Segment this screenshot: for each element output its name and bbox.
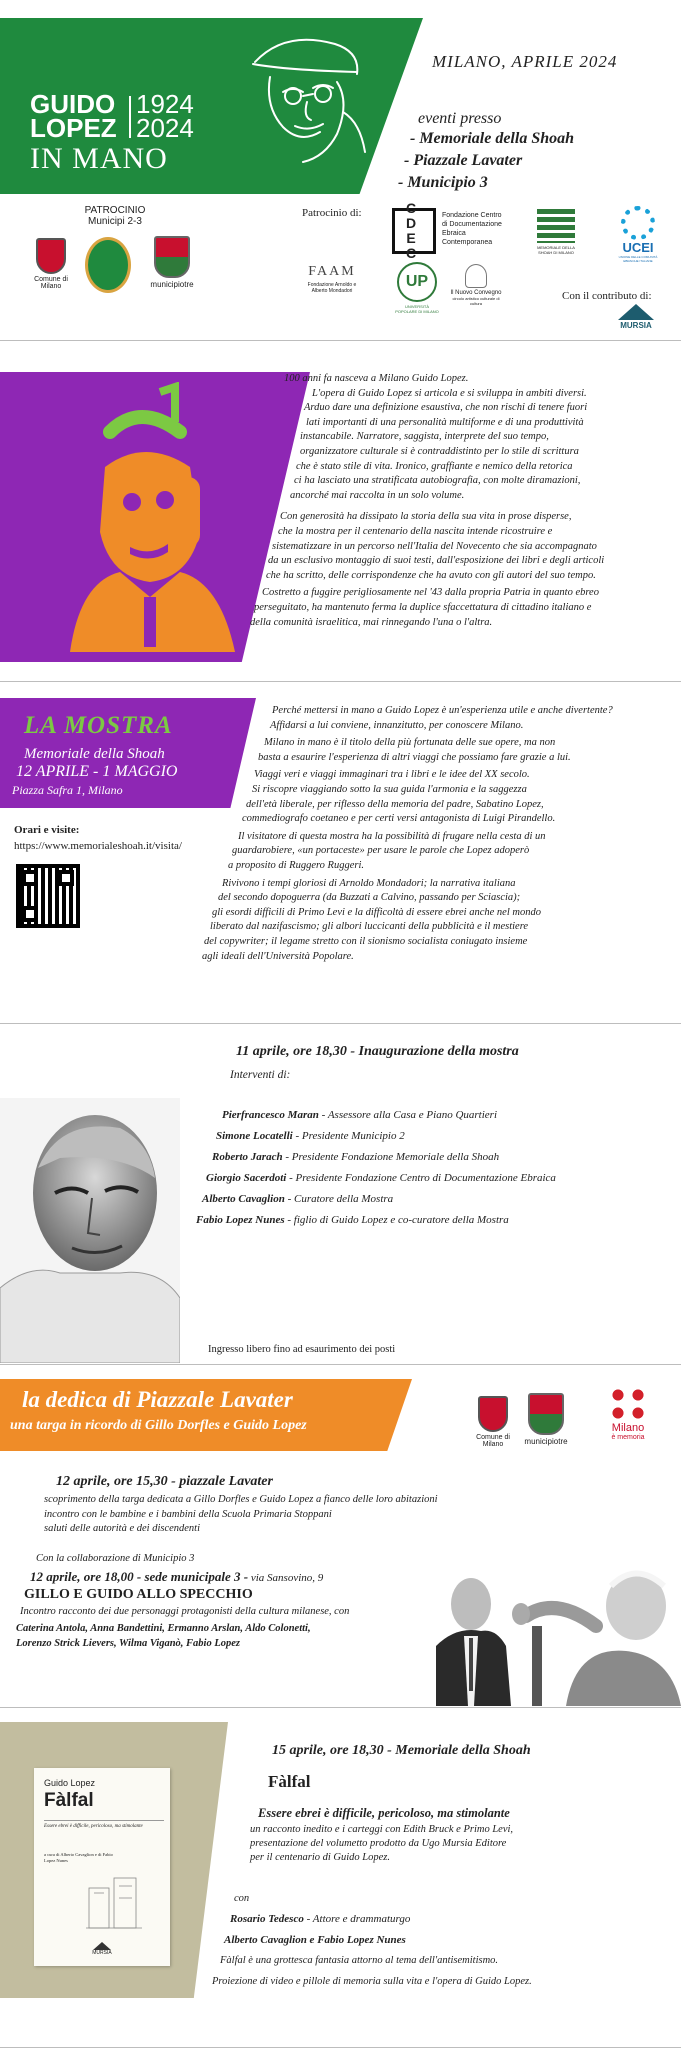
lopez-bw-photo bbox=[0, 1098, 180, 1363]
book-publisher-logo: MURSIA bbox=[86, 1942, 118, 1956]
mostra-dates: 12 APRILE - 1 MAGGIO bbox=[16, 763, 178, 780]
mostra-line: gli esordi difficili di Primo Levi e la difficoltà di essere ebrei anche nel mondo bbox=[212, 906, 541, 918]
patrocinio-label: PATROCINIO bbox=[84, 205, 146, 216]
mursia-mountain-icon bbox=[618, 304, 654, 320]
dorfles-lopez-bw-photo bbox=[436, 1556, 681, 1706]
orari-label: Orari e visite: bbox=[14, 824, 80, 836]
lopez-portrait-line-drawing bbox=[225, 22, 375, 172]
event-location-1: - Memoriale della Shoah bbox=[410, 130, 575, 147]
speaker-name: Roberto Jarach bbox=[212, 1151, 283, 1163]
municipio-tre-logo: municipiotre bbox=[146, 236, 198, 289]
municipio-2-seal-icon bbox=[85, 237, 131, 293]
intro-line: ancorché mai raccolta in un solo volume. bbox=[290, 489, 465, 501]
speaker-role: - Presidente Fondazione Memoriale della Shoah bbox=[282, 1151, 500, 1163]
falfal-guest-row bbox=[224, 1934, 406, 1946]
memoriale-shoah-logo: MEMORIALE DELLA SHOAH DI MILANO bbox=[536, 208, 576, 256]
book-subtitle: Essere ebrei è difficile, pericoloso, ma stimolante bbox=[44, 1820, 164, 1829]
universita-popolare-logo: UP UNIVERSITÀ POPOLARE DI MILANO bbox=[394, 262, 440, 314]
comune-crest-icon bbox=[36, 238, 66, 274]
event-location-2: - Piazzale Lavater bbox=[404, 152, 523, 169]
intro-line: della comunità israelitica, mai rinnegando l'una o l'altra. bbox=[250, 616, 493, 628]
book-curators: a cura di Alberto Cavaglion e di Fabio Lopez Nunes bbox=[44, 1852, 113, 1863]
qr-code[interactable] bbox=[16, 864, 80, 928]
speaker-row bbox=[222, 1109, 497, 1121]
speaker-role: - Curatore della Mostra bbox=[284, 1193, 394, 1205]
memoriale-logo-icon bbox=[537, 209, 575, 243]
intro-line: Con generosità ha dissipato la storia della sua vita in prose disperse, bbox=[280, 511, 572, 523]
mostra-line: dell'età liberale, per riflesso della memoria del padre, Sabatino Lopez, bbox=[246, 798, 544, 810]
speaker-name: Pierfrancesco Maran bbox=[222, 1109, 319, 1121]
comune-milano-logo: Comune di Milano bbox=[28, 238, 74, 290]
lavater-event1-title: 12 aprile, ore 15,30 - piazzale Lavater bbox=[56, 1474, 273, 1489]
lavater-event2-intro: Incontro racconto dei due personaggi protagonisti della cultura milanese, con bbox=[20, 1606, 350, 1617]
lavater-event1-line: saluti delle autorità e dei discendenti bbox=[44, 1523, 201, 1534]
mostra-line: Il visitatore di questa mostra ha la possibilità di frugare nella cesta di un bbox=[238, 830, 546, 842]
intro-line: perseguitato, ha mantenuto ferma la duplice sfaccettatura di cittadino italiano e bbox=[254, 601, 592, 613]
book-title: Fàlfal bbox=[44, 1790, 94, 1811]
speaker-name: Giorgio Sacerdoti bbox=[206, 1172, 287, 1184]
ucei-ring-icon bbox=[621, 206, 655, 240]
falfal-guest-row bbox=[230, 1913, 410, 1925]
intro-line: instancabile. Narratore, saggista, interprete del suo tempo, bbox=[300, 431, 549, 443]
mostra-place: Memoriale della Shoah bbox=[24, 746, 165, 762]
inaugurazione-title: 11 aprile, ore 18,30 - Inaugurazione della mostra bbox=[236, 1044, 519, 1059]
falfal-name: Fàlfal bbox=[268, 1772, 311, 1791]
cdec-logo: CDEC bbox=[392, 208, 436, 254]
lavater-event1-line: incontro con le bambine e i bambini della Scuola Primaria Stoppani bbox=[44, 1508, 332, 1520]
mursia-mountain-icon bbox=[93, 1942, 111, 1950]
ucei-logo: UCEI UNIONE DELLE COMUNITÀ EBRAICHE ITALIANE bbox=[614, 206, 662, 263]
intro-line: lati importanti di una personalità multiforme e di una produttività bbox=[306, 416, 584, 428]
falfal-book-cover bbox=[34, 1768, 170, 1966]
mostra-line: agli ideali dell'Università Popolare. bbox=[202, 950, 354, 962]
intro-line: ci ha lasciato una stratificata autobiografia, con molte diramazioni, bbox=[294, 475, 581, 487]
mostra-title: LA MOSTRA bbox=[24, 712, 173, 739]
intro-line bbox=[250, 503, 670, 510]
intro-line: da un esclusivo montaggio di suoi testi, dall'esposizione dei libri e degli articoli bbox=[268, 555, 605, 567]
falfal-guest-role: - Attore e drammaturgo bbox=[303, 1913, 411, 1925]
speaker-row bbox=[206, 1172, 556, 1184]
comune-crest-icon bbox=[478, 1396, 508, 1432]
falfal-desc-line: un racconto inedito e i carteggi con Edith Bruck e Primo Levi, bbox=[250, 1824, 514, 1835]
intro-line: sistematizzare in un percorso nell'Italia del Novecento che sia accompagnato bbox=[272, 540, 597, 552]
lavater-event2-subtitle: GILLO E GUIDO ALLO SPECCHIO bbox=[24, 1587, 253, 1602]
event-location-3: - Municipio 3 bbox=[398, 174, 488, 191]
intro-line: 100 anni fa nasceva a Milano Guido Lopez. bbox=[284, 373, 469, 384]
intro-line: Arduo dare una definizione esaustiva, che non rischi di tenere fuori bbox=[304, 402, 588, 414]
lopez-portrait-orange-icon bbox=[50, 382, 240, 652]
milano-memoria-flower-icon bbox=[608, 1386, 648, 1422]
book-author: Guido Lopez bbox=[44, 1778, 96, 1788]
speaker-role: - Presidente Fondazione Centro di Documentazione Ebraica bbox=[286, 1172, 556, 1184]
falfal-con-label: con bbox=[234, 1893, 250, 1904]
mostra-line: guardarobiere, «un portaceste» per usare le parole che Lopez adoperò bbox=[232, 845, 530, 857]
speaker-role: - figlio di Guido Lopez e co-curatore della Mostra bbox=[284, 1214, 509, 1226]
lavater-event2-names-line: Lorenzo Strick Lievers, Wilma Viganò, Fabio Lopez bbox=[16, 1638, 241, 1649]
patrocinio-di-label: Patrocinio di: bbox=[302, 207, 362, 219]
lavater-municipio-tre-logo: municipiotre bbox=[518, 1393, 574, 1446]
municipio-tre-crest-icon bbox=[528, 1393, 564, 1435]
speaker-role: - Presidente Municipio 2 bbox=[292, 1130, 405, 1142]
cdec-name: Fondazione Centro di Documentazione Ebraica Contemporanea bbox=[442, 212, 502, 246]
mostra-line: del secondo dopoguerra (da Buzzati a Calvino, passando per Sciascia); bbox=[218, 892, 521, 904]
lavater-title: la dedica di Piazzale Lavater bbox=[22, 1387, 293, 1412]
lavater-comune-logo: Comune di Milano bbox=[470, 1396, 516, 1448]
book-illustration bbox=[84, 1868, 144, 1938]
title-guido: GUIDO bbox=[30, 89, 116, 119]
intro-line: Costretto a fuggire perigliosamente nel '43 dalla propria Patria in quanto ebreo bbox=[262, 587, 599, 599]
city-date: MILANO, APRILE 2024 bbox=[432, 52, 618, 71]
mostra-line: Affidarsi a lui conviene, innanzitutto, per conoscere Milano. bbox=[270, 719, 524, 731]
patrocinio-municipi: Municipi 2-3 bbox=[88, 216, 142, 227]
lavater-subtitle: una targa in ricordo di Gillo Dorfles e Guido Lopez bbox=[10, 1418, 307, 1433]
lavater-event2-address: via Sansovino, 9 bbox=[248, 1572, 324, 1584]
lavater-event2-heading bbox=[30, 1569, 323, 1585]
lavater-event1-desc bbox=[44, 1493, 438, 1537]
interventi-label: Interventi di: bbox=[230, 1069, 291, 1081]
falfal-desc-line: per il centenario di Guido Lopez. bbox=[250, 1852, 390, 1863]
nuovo-convegno-logo: Il Nuovo Convegno circolo artistico culturale di cultura bbox=[448, 264, 504, 306]
title-lopez: LOPEZ bbox=[30, 113, 117, 143]
speaker-role: - Assessore alla Casa e Piano Quartieri bbox=[318, 1109, 497, 1121]
mostra-text bbox=[190, 704, 670, 964]
mostra-line: commediografo coetaneo e per certi versi antagonista di Luigi Pirandello. bbox=[242, 813, 556, 825]
title-divider bbox=[129, 96, 131, 138]
collaborazione-note: Con la collaborazione di Municipio 3 bbox=[36, 1553, 195, 1564]
falfal-subtitle: Essere ebrei è difficile, pericoloso, ma stimolante bbox=[258, 1806, 510, 1820]
year-birth: 1924 bbox=[136, 89, 194, 119]
year-centenary: 2024 bbox=[136, 113, 194, 143]
falfal-guest-name: Alberto Cavaglion e Fabio Lopez Nunes bbox=[224, 1934, 406, 1946]
mostra-line: basta a esaurire l'esperienza di altri viaggi che possiamo fare grazie a lui. bbox=[258, 751, 571, 763]
intro-line: che è stato stile di vita. Ironico, graffiante e nemico della retorica bbox=[296, 460, 573, 472]
mostra-address: Piazza Safra 1, Milano bbox=[12, 783, 123, 797]
mostra-line: Si riscopre viaggiando sotto la sua guida l'armonia e la saggezza bbox=[252, 783, 527, 795]
mostra-line: Milano in mano è il titolo della più fortunata delle sue opere, ma non bbox=[264, 737, 556, 749]
falfal-video-line: Proiezione di video e pillole di memoria sulla vita e l'opera di Guido Lopez. bbox=[212, 1976, 532, 1987]
falfal-title: 15 aprile, ore 18,30 - Memoriale della Shoah bbox=[272, 1743, 531, 1758]
title-in-mano: IN MANO bbox=[30, 142, 168, 175]
intro-line: L'opera di Guido Lopez si articola e si sviluppa in ambiti diversi. bbox=[312, 387, 587, 399]
mostra-line: Rivivono i tempi gloriosi di Arnoldo Mondadori; la narrativa italiana bbox=[222, 877, 516, 889]
speaker-row bbox=[216, 1130, 405, 1142]
speaker-name: Simone Locatelli bbox=[216, 1130, 293, 1142]
intro-line: che ha scritto, delle corrispondenze che ha avuto con gli autori del suo tempo. bbox=[266, 569, 596, 581]
lavater-event2-names bbox=[16, 1621, 311, 1651]
speaker-name: Fabio Lopez Nunes bbox=[196, 1214, 285, 1226]
mostra-line: Viaggi veri e viaggi immaginari tra i libri e le idee del XX secolo. bbox=[254, 769, 530, 781]
nuovo-convegno-figure-icon bbox=[465, 264, 487, 288]
faam-logo: FAAM Fondazione Arnoldo e Alberto Mondadori bbox=[307, 264, 357, 294]
speaker-row bbox=[202, 1193, 393, 1205]
milano-memoria-logo: Milano è memoria bbox=[598, 1386, 658, 1441]
falfal-grotesque-line: Fàlfal è una grottesca fantasia attorno al tema dell'antisemitismo. bbox=[220, 1955, 499, 1966]
intro-line: organizzatore culturale si è contraddistinto per lo stile di scrittura bbox=[300, 445, 579, 457]
lavater-event2-title: 12 aprile, ore 18,00 - sede municipale 3 - bbox=[30, 1569, 249, 1584]
lavater-event1-line: scoprimento della targa dedicata a Gillo Dorfles e Guido Lopez a fianco delle loro abitazioni bbox=[44, 1494, 438, 1505]
municipio-tre-crest-icon bbox=[154, 236, 190, 278]
ingresso-note: Ingresso libero fino ad esaurimento dei posti bbox=[208, 1344, 396, 1355]
speaker-name: Alberto Cavaglion bbox=[202, 1193, 285, 1205]
intro-text bbox=[250, 372, 670, 630]
falfal-desc-line: presentazione del volumetto prodotto da Ugo Mursia Editore bbox=[250, 1838, 507, 1849]
falfal-guest-name: Rosario Tedesco bbox=[230, 1913, 304, 1925]
speaker-row bbox=[196, 1214, 509, 1226]
lavater-event2-names-line: Caterina Antola, Anna Bandettini, Ermanno Arslan, Aldo Colonetti, bbox=[16, 1623, 311, 1634]
mostra-line: a proposito di Ruggero Ruggeri. bbox=[228, 859, 365, 871]
mostra-line: liberato dal nazifascismo; gli albori luccicanti della pubblicità e il mestiere bbox=[210, 921, 529, 933]
municipio-2-logo bbox=[84, 237, 132, 293]
intro-line: che la mostra per il centenario della nascita intende ricostruire e bbox=[278, 525, 553, 537]
mostra-line: del copywriter; il legame stretto con il sionismo socialista coniugato insieme bbox=[204, 935, 528, 947]
mostra-line: Perché mettersi in mano a Guido Lopez è un'esperienza utile e anche divertente? bbox=[272, 705, 613, 716]
contributo-label: Con il contributo di: bbox=[562, 290, 652, 302]
speaker-row bbox=[212, 1151, 499, 1163]
mursia-logo: MURSIA bbox=[612, 304, 660, 330]
falfal-desc bbox=[250, 1823, 513, 1865]
memoriale-visit-link[interactable]: https://www.memorialeshoah.it/visita/ bbox=[14, 840, 182, 852]
events-intro: eventi presso bbox=[418, 110, 502, 127]
